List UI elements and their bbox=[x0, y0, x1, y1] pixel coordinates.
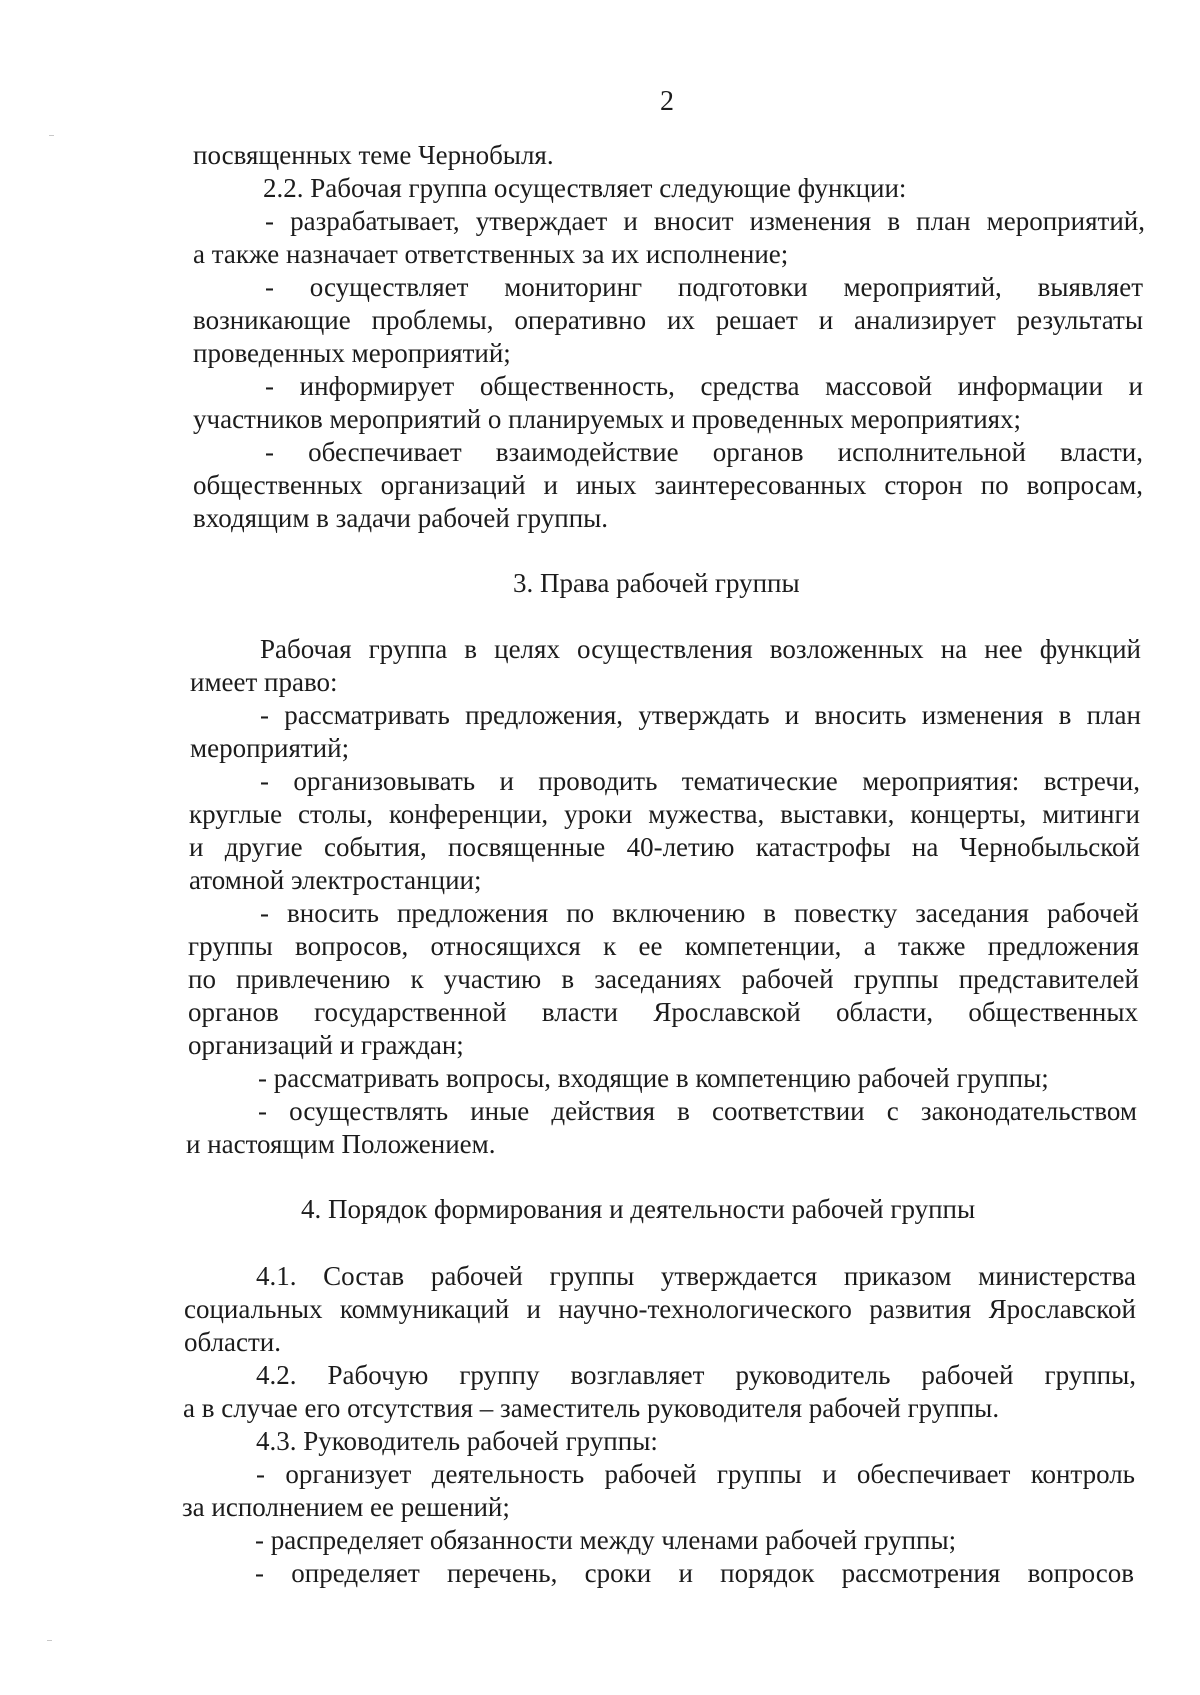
text-line: - вносить предложения по включению в повестку заседания рабочей bbox=[260, 898, 1139, 928]
text-line: посвященных теме Чернобыля. bbox=[193, 140, 554, 170]
text-line: - информирует общественность, средства массовой информации и bbox=[265, 371, 1143, 401]
text-line: за исполнением ее решений; bbox=[182, 1492, 510, 1522]
text-line: - разрабатывает, утверждает и вносит изменения в план мероприятий, bbox=[265, 206, 1145, 236]
text-line: социальных коммуникаций и научно-технологического развития Ярославской bbox=[184, 1294, 1136, 1324]
text-line: - организовывать и проводить тематические мероприятия: встречи, bbox=[260, 766, 1140, 796]
text-line: - определяет перечень, сроки и порядок рассмотрения вопросов bbox=[255, 1558, 1134, 1588]
text-line: органов государственной власти Ярославской области, общественных bbox=[188, 997, 1138, 1027]
scan-artifact bbox=[49, 135, 54, 136]
text-line: 4.3. Руководитель рабочей группы: bbox=[256, 1426, 658, 1456]
text-line: - рассматривать вопросы, входящие в компетенцию рабочей группы; bbox=[258, 1063, 1049, 1093]
text-line: и другие события, посвященные 40-летию катастрофы на Чернобыльской bbox=[189, 832, 1140, 862]
text-line: - осуществляет мониторинг подготовки мероприятий, выявляет bbox=[265, 272, 1143, 302]
section-heading: 4. Порядок формирования и деятельности рабочей группы bbox=[301, 1194, 976, 1224]
text-line: а в случае его отсутствия – заместитель руководителя рабочей группы. bbox=[183, 1393, 1000, 1423]
text-line: организаций и граждан; bbox=[188, 1030, 464, 1060]
text-line: возникающие проблемы, оперативно их решает и анализирует результаты bbox=[193, 305, 1143, 335]
text-line: входящим в задачи рабочей группы. bbox=[193, 503, 609, 533]
text-line: - осуществлять иные действия в соответствии с законодательством bbox=[258, 1096, 1137, 1126]
text-line: проведенных мероприятий; bbox=[193, 338, 511, 368]
text-line: - организует деятельность рабочей группы и обеспечивает контроль bbox=[256, 1459, 1135, 1489]
text-line: - рассматривать предложения, утверждать и вносить изменения в план bbox=[260, 700, 1141, 730]
text-line: 4.2. Рабочую группу возглавляет руководитель рабочей группы, bbox=[256, 1360, 1136, 1390]
text-line: 2.2. Рабочая группа осуществляет следующие функции: bbox=[263, 173, 907, 203]
text-line: области. bbox=[184, 1327, 282, 1357]
text-line: а также назначает ответственных за их исполнение; bbox=[193, 239, 789, 269]
text-line: группы вопросов, относящихся к ее компетенции, а также предложения bbox=[188, 931, 1139, 961]
text-line: участников мероприятий о планируемых и проведенных мероприятиях; bbox=[193, 404, 1022, 434]
text-line: по привлечению к участию в заседаниях рабочей группы представителей bbox=[188, 964, 1139, 994]
text-line: 4.1. Состав рабочей группы утверждается приказом министерства bbox=[256, 1261, 1136, 1291]
section-heading: 3. Права рабочей группы bbox=[513, 568, 800, 598]
text-line: - распределяет обязанности между членами рабочей группы; bbox=[255, 1525, 957, 1555]
text-line: общественных организаций и иных заинтересованных сторон по вопросам, bbox=[193, 470, 1143, 500]
text-line: мероприятий; bbox=[190, 733, 350, 763]
text-line: атомной электростанции; bbox=[189, 865, 482, 895]
text-line: и настоящим Положением. bbox=[186, 1129, 496, 1159]
scan-artifact bbox=[47, 1640, 52, 1641]
text-line: - обеспечивает взаимодействие органов исполнительной власти, bbox=[265, 437, 1143, 467]
text-line: Рабочая группа в целях осуществления возложенных на нее функций bbox=[260, 634, 1141, 664]
page-number: 2 bbox=[660, 86, 674, 117]
text-line: круглые столы, конференции, уроки мужества, выставки, концерты, митинги bbox=[189, 799, 1140, 829]
text-line: имеет право: bbox=[190, 667, 338, 697]
